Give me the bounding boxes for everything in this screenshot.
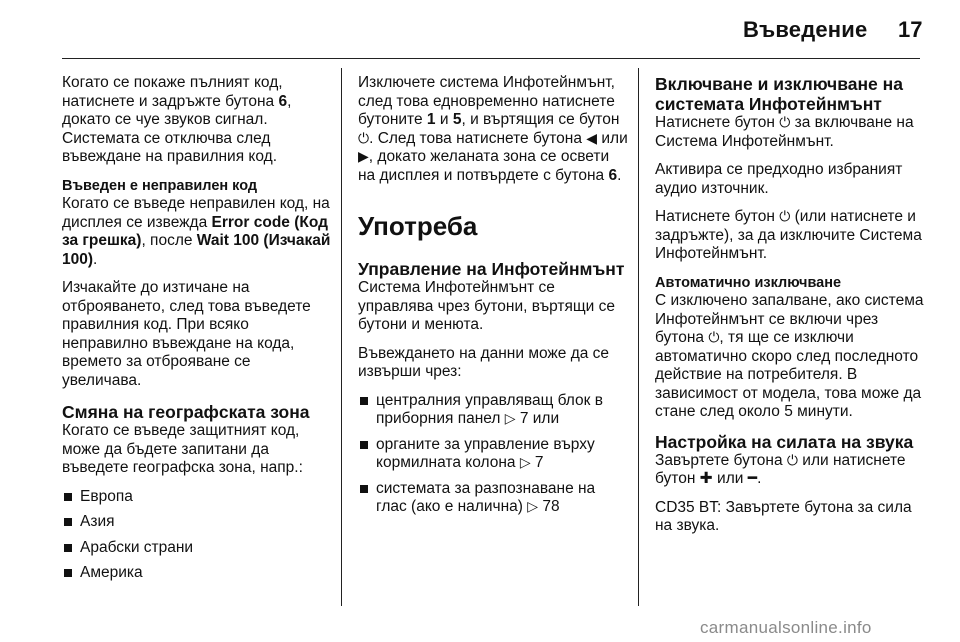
heading-power: Включване и изключване на системата Инфотейнмънт xyxy=(655,74,903,114)
paragraph-power-off: Натиснете бутон ⏻ (или натиснете и задръжте), за да изключите Система Инфотейнмънт. xyxy=(655,208,922,262)
paragraph-cd35: CD35 BT: Завъртете бутона за сила на звука. xyxy=(655,498,912,534)
paragraph-countdown: Изчакайте до изтичане на отброяването, след това въведете правилния код. При всяко неправилно въвеждане на кода, времето за отброяване се увеличава. xyxy=(62,279,311,389)
heading-usage: Употреба xyxy=(358,211,478,241)
paragraph-region: Когато се въведе защитният код, може да бъдете запитани да въведете географска зона, напр.: xyxy=(62,422,303,476)
paragraph-control: Система Инфотейнмънт се управлява чрез бутони, въртящи се бутони и менюта. xyxy=(358,279,616,333)
heading-region-change: Смяна на географската зона xyxy=(62,402,310,422)
subheading-auto-off: Автоматично изключване xyxy=(655,274,842,291)
heading-control: Управление на Инфотейнмънт xyxy=(358,259,625,279)
paragraph-wrong-code: Когато се въведе неправилен код, на дисплея се извежда Error code (Код за грешка), после Wait 100 (Изчакай 100). xyxy=(62,195,331,268)
list-item-region: Европа xyxy=(62,488,334,507)
minus-icon: ━ xyxy=(747,470,758,487)
power-icon: ⏻ xyxy=(779,115,791,131)
paragraph-power-on: Натиснете бутон ⏻ за включване на Система Инфотейнмънт. xyxy=(655,114,914,150)
column-3 xyxy=(655,74,925,546)
paragraph-source: Активира се предходно избраният аудио източник. xyxy=(655,161,903,197)
power-icon: ⏻ xyxy=(708,330,720,346)
list-item-input: централния управляващ блок в приборния панел ▷ 7 или xyxy=(358,392,628,429)
paragraph-region-select: Изключете система Инфотейнмънт, след това едновременно натиснете бутоните 1 и 5, и въртящия се бутон ⏻. След това натиснете бутона ◀ или ▶, докато желаната зона се освети на дисплея и потвърдете с бутона 6. xyxy=(358,74,628,184)
list-item-input: системата за разпознаване на глас (ако е налична) ▷ 78 xyxy=(358,480,628,517)
column-divider-2 xyxy=(638,68,639,606)
subheading-wrong-code: Въведен е неправилен код xyxy=(62,177,258,194)
rotary-knob-icon: ⏻ xyxy=(358,130,370,147)
list-item-region: Арабски страни xyxy=(62,539,334,558)
page-number: 17 xyxy=(898,17,923,42)
page-ref-icon: ▷ xyxy=(519,455,531,471)
header-rule xyxy=(62,58,920,59)
paragraph-input: Въвеждането на данни може да се извърши чрез: xyxy=(358,344,610,380)
page-header xyxy=(0,0,960,60)
arrow-left-icon: ◀ xyxy=(586,130,598,147)
plus-icon: ✚ xyxy=(699,470,713,487)
page-ref-icon: ▷ xyxy=(527,499,539,515)
watermark: carmanualsonline.info xyxy=(700,618,872,637)
heading-volume: Настройка на силата на звука xyxy=(655,431,914,452)
paragraph-volume: Завъртете бутона ⏻ или натиснете бутон ✚ или ━. xyxy=(655,451,906,487)
power-icon: ⏻ xyxy=(779,209,791,225)
column-divider-1 xyxy=(341,68,342,606)
power-icon: ⏻ xyxy=(786,452,798,469)
list-item-region: Америка xyxy=(62,564,334,583)
column-1 xyxy=(62,74,334,590)
arrow-right-icon: ▶ xyxy=(358,149,369,165)
page-title: Въведение xyxy=(743,17,868,42)
list-item-region: Азия xyxy=(62,513,334,532)
list-item-input: органите за управление върху кормилната колона ▷ 7 xyxy=(358,436,628,473)
page-ref-icon: ▷ xyxy=(504,411,516,427)
column-2 xyxy=(358,74,628,524)
button-6-ref: 6 xyxy=(278,92,288,110)
paragraph-auto-off: С изключено запалване, ако система Инфотейнмънт се включи чрез бутона ⏻, тя ще се изключи автоматично скоро след последното действие на потребителя. В зависимост от модела, това може да стане след около 5 минути. xyxy=(655,292,924,420)
paragraph-full-code: Когато се покаже пълният код, натиснете и задръжте бутона 6, докато се чуе звуков сигнал. Системата се отключва след въвеждане на правилния код. xyxy=(62,74,292,165)
